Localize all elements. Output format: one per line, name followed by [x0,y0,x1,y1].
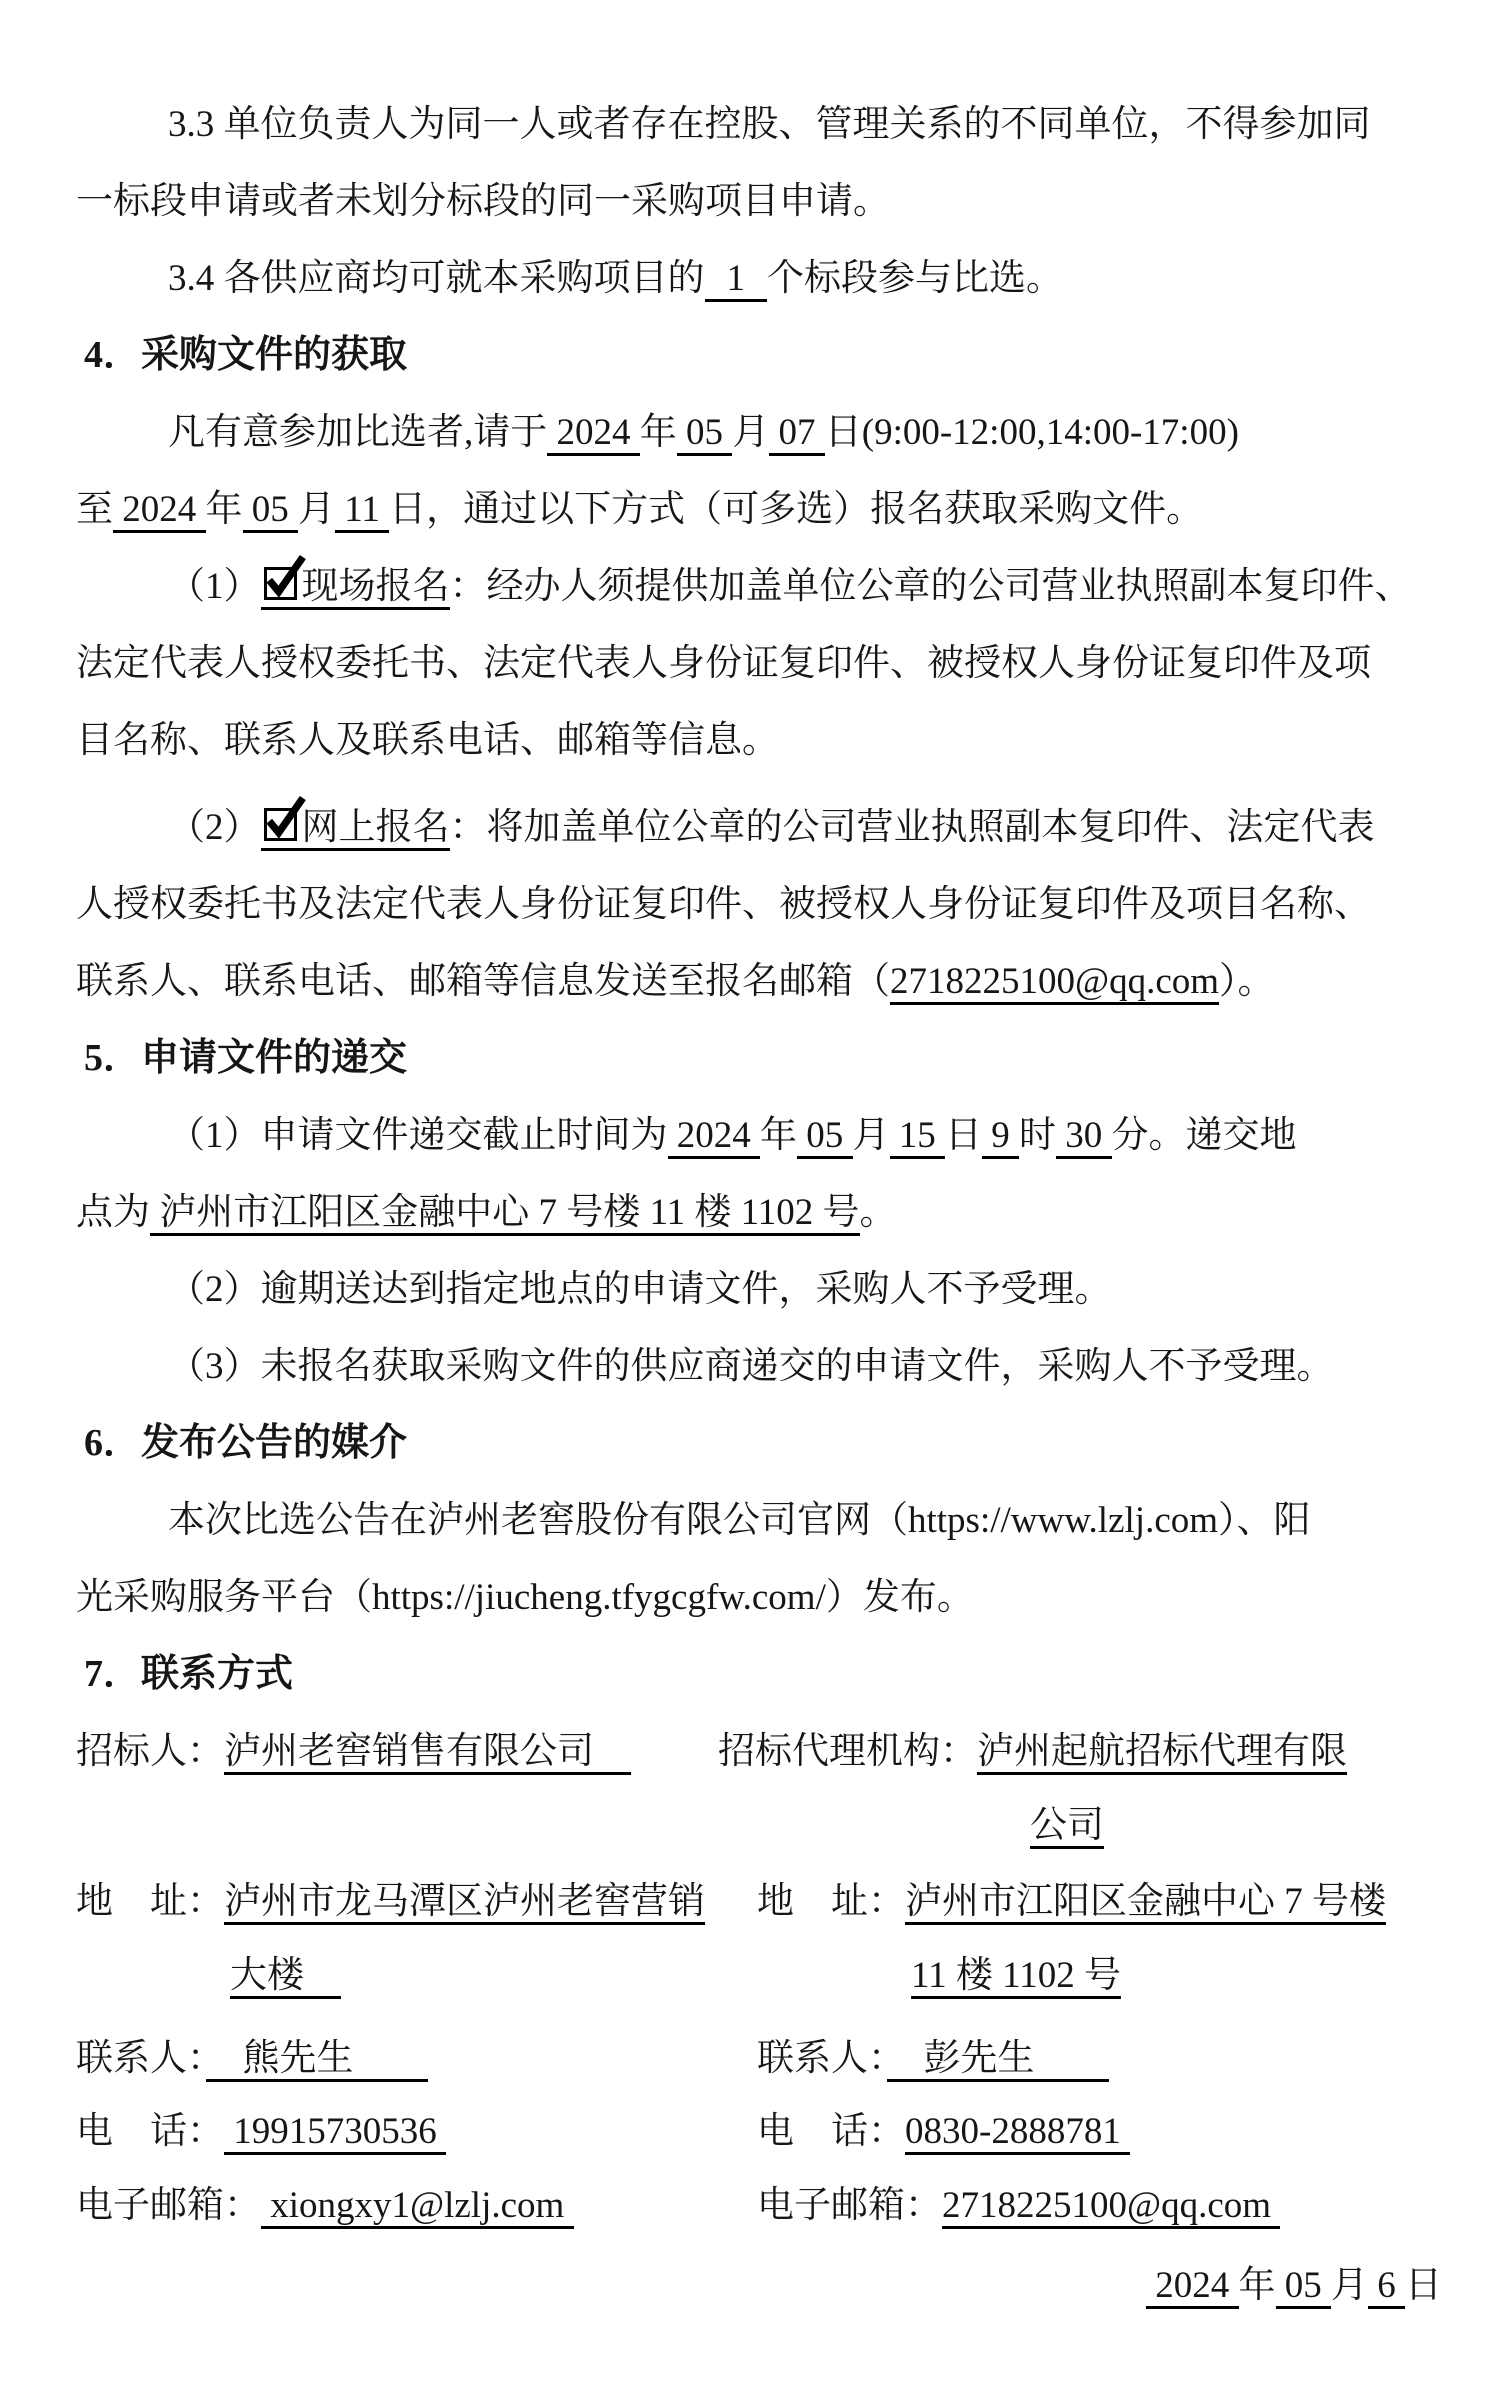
start-month-blank: 05 [677,412,733,456]
submission-rule-3: （3）未报名获取采购文件的供应商递交的申请文件，采购人不予受理。 [168,1346,1334,1387]
agency-email-label: 电子邮箱： [757,2185,942,2226]
contact-info-section [0,1713,1500,2406]
bidder-row [76,1713,631,1790]
lot-count-blank: 1 [705,258,768,302]
submission-rule-2: （2）逾期送达到指定地点的申请文件，采购人不予受理。 [168,1269,1112,1310]
onsite-registration-text: ：经办人须提供加盖单位公章的公司营业执照副本复印件、 [449,566,1412,607]
online-registration-line-1 [0,789,1500,866]
deadline-text-4: 日 [945,1115,982,1156]
agency-contact-row [757,2020,1109,2097]
agency-address-wrap [911,1937,1121,2014]
bidder-email-address: xiongxy1@lzlj.com [261,2185,574,2229]
document-date [1146,2247,1442,2324]
section-6-heading: 6．发布公告的媒介 [84,1422,408,1464]
agency-address-row [757,1863,1386,1940]
date-month-unit: 月 [1331,2265,1368,2306]
section-4-intro-line-1 [0,394,1500,471]
bidder-label: 招标人： [76,1731,224,1772]
onsite-registration-label: 现场报名 [301,566,450,607]
section-7-heading: 7．联系方式 [84,1653,294,1695]
item-1-number: （1） [168,566,261,607]
deadline-hour-blank: 9 [982,1115,1019,1159]
agency-phone-number: 0830-2888781 [905,2111,1130,2155]
clause-3-4-text-post: 个标段参与比选。 [767,258,1063,299]
agency-phone-row [757,2093,1130,2170]
bidder-address-wrap [230,1937,341,2014]
deadline-text-5: 时 [1019,1115,1056,1156]
bidder-phone-number: 19915730536 [224,2111,446,2155]
bidder-contact-name: 熊先生 [206,2038,428,2082]
deadline-month-blank: 05 [797,1115,853,1159]
intro-text-4: 日(9:00-12:00,14:00-17:00) [824,412,1239,453]
bidder-email-label: 电子邮箱： [76,2185,261,2226]
end-month-blank: 05 [243,489,299,533]
submission-deadline-line-2 [0,1174,1500,1251]
bidder-address-line-2: 大楼 [230,1955,341,1999]
intro2-text-4: 日，通过以下方式（可多选）报名获取采购文件。 [389,489,1204,530]
clause-3-3-line-2: 一标段申请或者未划分标段的同一采购项目申请。 [76,181,890,222]
deadline-minute-blank: 30 [1056,1115,1112,1159]
intro2-text-3: 月 [298,489,335,530]
agency-name-wrap [1030,1787,1104,1864]
submission-place-post: 。 [859,1192,897,1233]
intro-text-2: 年 [639,412,677,453]
agency-address-label: 地 址： [757,1881,905,1922]
agency-label: 招标代理机构： [718,1731,977,1772]
online-registration-option [261,807,450,851]
bidder-address-line-1: 泸州市龙马潭区泸州老窖营销 [224,1881,705,1925]
deadline-text-6: 分。递交地 [1111,1115,1297,1156]
end-year-blank: 2024 [113,489,206,533]
agency-name-line-1: 泸州起航招标代理有限 [977,1731,1347,1775]
bidder-email-row [76,2167,574,2244]
deadline-day-blank: 15 [890,1115,946,1159]
date-year: 2024 [1146,2265,1239,2309]
date-year-unit: 年 [1238,2265,1276,2306]
agency-address-line-2: 11 楼 1102 号 [911,1955,1121,1999]
onsite-registration-line-3: 目名称、联系人及联系电话、邮箱等信息。 [76,720,779,761]
date-month: 05 [1276,2265,1332,2309]
bidder-phone-label: 电 话： [76,2111,224,2152]
bidder-phone-row [76,2093,446,2170]
onsite-registration-line-2: 法定代表人授权委托书、法定代表人身份证复印件、被授权人身份证复印件及项 [76,643,1371,684]
onsite-registration-line-1 [0,548,1500,625]
section-4-intro-line-2 [0,471,1500,548]
agency-phone-label: 电 话： [757,2111,905,2152]
agency-row [718,1713,1347,1790]
intro2-text-2: 年 [205,489,243,530]
online-registration-text: ：将加盖单位公章的公司营业执照副本复印件、法定代表 [449,807,1375,848]
section-4-heading: 4．采购文件的获取 [84,334,408,376]
online-registration-label: 网上报名 [301,807,450,848]
submission-address: 泸州市江阳区金融中心 7 号楼 11 楼 1102 号 [150,1192,860,1236]
bidder-contact-row [76,2020,428,2097]
announcement-media-line-2: 光采购服务平台（https://jiucheng.tfygcgfw.com/）发布。 [76,1577,974,1618]
onsite-registration-option [261,566,450,610]
online-registration-line-2: 人授权委托书及法定代表人身份证复印件、被授权人身份证复印件及项目名称、 [76,884,1371,925]
checked-checkbox-icon [264,567,297,600]
clause-3-3-line-1: 3.3 单位负责人为同一人或者存在控股、管理关系的不同单位，不得参加同 [168,104,1371,145]
submission-deadline-line-1 [0,1097,1500,1174]
bidder-address-label: 地 址： [76,1881,224,1922]
agency-name-line-2: 公司 [1030,1805,1104,1849]
bidder-name: 泸州老窖销售有限公司 [224,1731,631,1775]
deadline-text-3: 月 [852,1115,890,1156]
bidder-address-row [76,1863,705,1940]
checked-checkbox-icon [264,808,297,841]
agency-contact-label: 联系人： [757,2038,887,2079]
agency-email-address: 2718225100@qq.com [942,2185,1280,2229]
intro2-text-1: 至 [76,489,113,530]
submission-place-pre: 点为 [76,1192,150,1233]
agency-email-row [757,2167,1280,2244]
deadline-text-2: 年 [760,1115,797,1156]
agency-address-line-1: 泸州市江阳区金融中心 7 号楼 [905,1881,1386,1925]
start-year-blank: 2024 [547,412,640,456]
online-reg-text-pre: 联系人、联系电话、邮箱等信息发送至报名邮箱（ [76,961,890,1002]
announcement-media-line-1: 本次比选公告在泸州老窖股份有限公司官网（https://www.lzlj.com）、阳 [168,1500,1311,1541]
deadline-text-1: （1）申请文件递交截止时间为 [168,1115,668,1156]
clause-3-4-text-pre: 3.4 各供应商均可就本采购项目的 [168,258,705,299]
bidder-contact-label: 联系人： [76,2038,206,2079]
item-2-number: （2） [168,807,261,848]
section-5-heading: 5．申请文件的递交 [84,1037,408,1079]
date-day-unit: 日 [1405,2265,1442,2306]
intro-text-1: 凡有意参加比选者,请于 [168,412,548,453]
intro-text-3: 月 [732,412,770,453]
online-registration-line-3 [0,943,1500,1020]
deadline-year-blank: 2024 [668,1115,761,1159]
online-reg-text-post: ）。 [1219,961,1275,1002]
agency-contact-name: 彭先生 [887,2038,1109,2082]
clause-3-4-line [0,240,1500,317]
start-day-blank: 07 [769,412,825,456]
date-day: 6 [1368,2265,1405,2309]
registration-email: 2718225100@qq.com [890,961,1219,1005]
end-day-blank: 11 [335,489,389,533]
